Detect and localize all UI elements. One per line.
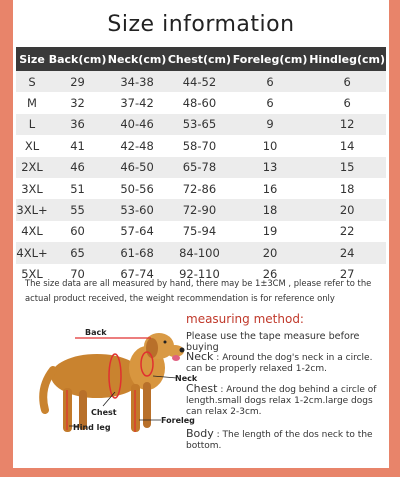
body-text: : The length of the dos neck to the bottom. [186, 430, 373, 451]
cell-back: 41 [70, 138, 85, 153]
cell-hindleg: 6 [343, 96, 351, 111]
cell-hindleg: 27 [339, 267, 355, 282]
cell-neck: 46-50 [107, 157, 167, 178]
chest-instruction [186, 383, 386, 418]
cell-neck: 40-46 [107, 114, 167, 135]
table-row [16, 221, 386, 242]
cell-neck: 67-74 [120, 267, 154, 282]
cell-back: 70 [70, 267, 85, 282]
neck-text: : Around the dog's neck in a circle. can be properly relaxed 1-2cm. [186, 353, 373, 374]
cell-back: 55 [48, 199, 107, 220]
dog-image [35, 318, 198, 448]
size-table [16, 47, 386, 285]
page-title: Size information [107, 12, 295, 37]
cell-foreleg: 18 [232, 199, 308, 220]
cell-size: L [16, 114, 48, 135]
cell-neck: 34-38 [107, 71, 167, 92]
dog-label-hindleg: Hind leg [73, 423, 111, 432]
dog-label-chest: Chest [91, 408, 117, 417]
neck-instruction [186, 351, 386, 375]
cell-size: 4XL+ [16, 242, 48, 263]
cell-neck: 61-68 [107, 242, 167, 263]
cell-back: 32 [70, 96, 85, 111]
cell-chest: 44-52 [167, 71, 232, 92]
cell-size: 5XL [21, 267, 43, 282]
cell-neck: 53-60 [107, 199, 167, 220]
table-header-row [16, 47, 386, 71]
cell-foreleg: 10 [262, 138, 278, 153]
cell-neck: 42-48 [120, 138, 154, 153]
neck-term: Neck [186, 350, 214, 363]
cell-foreleg: 13 [232, 157, 308, 178]
cell-foreleg: 6 [232, 71, 308, 92]
cell-foreleg: 19 [262, 224, 278, 239]
cell-hindleg: 18 [339, 181, 355, 196]
chest-text: : Around the dog behind a circle of length.small dogs relax 1-2cm.large dogs can relax 2-3cm. [186, 385, 377, 417]
table-row [16, 71, 386, 92]
cell-chest: 72-86 [182, 181, 217, 196]
cell-foreleg: 16 [262, 181, 278, 196]
cell-chest: 65-78 [167, 157, 232, 178]
table-row [16, 199, 386, 220]
cell-foreleg: 20 [232, 242, 308, 263]
cell-size: 4XL [21, 224, 43, 239]
body-instruction [186, 428, 386, 452]
cell-chest: 53-65 [167, 114, 232, 135]
cell-chest: 58-70 [182, 138, 217, 153]
cell-hindleg: 15 [308, 157, 386, 178]
body-term: Body [186, 427, 214, 440]
measurement-note: The size data are all measured by hand, there may be 1±3CM , please refer to the actual product received, the weight recommendation is for reference only [25, 278, 372, 303]
table-row [16, 178, 386, 199]
cell-hindleg: 22 [339, 224, 355, 239]
cell-foreleg: 6 [266, 96, 274, 111]
table-row [16, 114, 386, 135]
cell-neck: 37-42 [120, 96, 154, 111]
cell-hindleg: 12 [308, 114, 386, 135]
header-back: Back(cm) [48, 47, 107, 71]
dog-label-foreleg: Foreleg [161, 416, 195, 425]
dog-label-neck: Neck [175, 374, 198, 383]
header-neck: Neck(cm) [107, 47, 167, 71]
header-foreleg: Foreleg(cm) [232, 47, 308, 71]
cell-foreleg: 9 [232, 114, 308, 135]
cell-chest: 48-60 [182, 96, 217, 111]
size-chart-card [13, 0, 389, 468]
measuring-method-subtitle: Please use the tape measure before buying [186, 331, 360, 353]
table-row [16, 92, 386, 113]
cell-back: 29 [48, 71, 107, 92]
dog-illustration [35, 318, 198, 448]
cell-foreleg: 26 [262, 267, 278, 282]
cell-chest: 92-110 [179, 267, 220, 282]
cell-size: XL [24, 138, 40, 153]
dog-label-back: Back [85, 328, 107, 337]
header-chest: Chest(cm) [167, 47, 232, 71]
chest-term: Chest [186, 382, 218, 395]
header-hindleg: Hindleg(cm) [308, 47, 386, 71]
cell-back: 65 [48, 242, 107, 263]
header-size: Size [16, 47, 48, 71]
cell-size: S [16, 71, 48, 92]
cell-hindleg: 14 [339, 138, 355, 153]
table-row [16, 135, 386, 156]
cell-chest: 75-94 [182, 224, 217, 239]
cell-back: 36 [48, 114, 107, 135]
cell-back: 51 [70, 181, 85, 196]
cell-size: 3XL [21, 181, 43, 196]
table-row [16, 242, 386, 263]
cell-hindleg: 24 [308, 242, 386, 263]
cell-size: 3XL+ [16, 199, 48, 220]
cell-chest: 72-90 [167, 199, 232, 220]
cell-chest: 84-100 [167, 242, 232, 263]
cell-neck: 50-56 [120, 181, 154, 196]
measuring-method-title: measuring method: [186, 312, 304, 326]
cell-size: M [27, 96, 37, 111]
cell-back: 60 [70, 224, 85, 239]
cell-hindleg: 20 [308, 199, 386, 220]
cell-back: 46 [48, 157, 107, 178]
cell-hindleg: 6 [308, 71, 386, 92]
cell-neck: 57-64 [120, 224, 154, 239]
cell-size: 2XL [16, 157, 48, 178]
table-row [16, 157, 386, 178]
